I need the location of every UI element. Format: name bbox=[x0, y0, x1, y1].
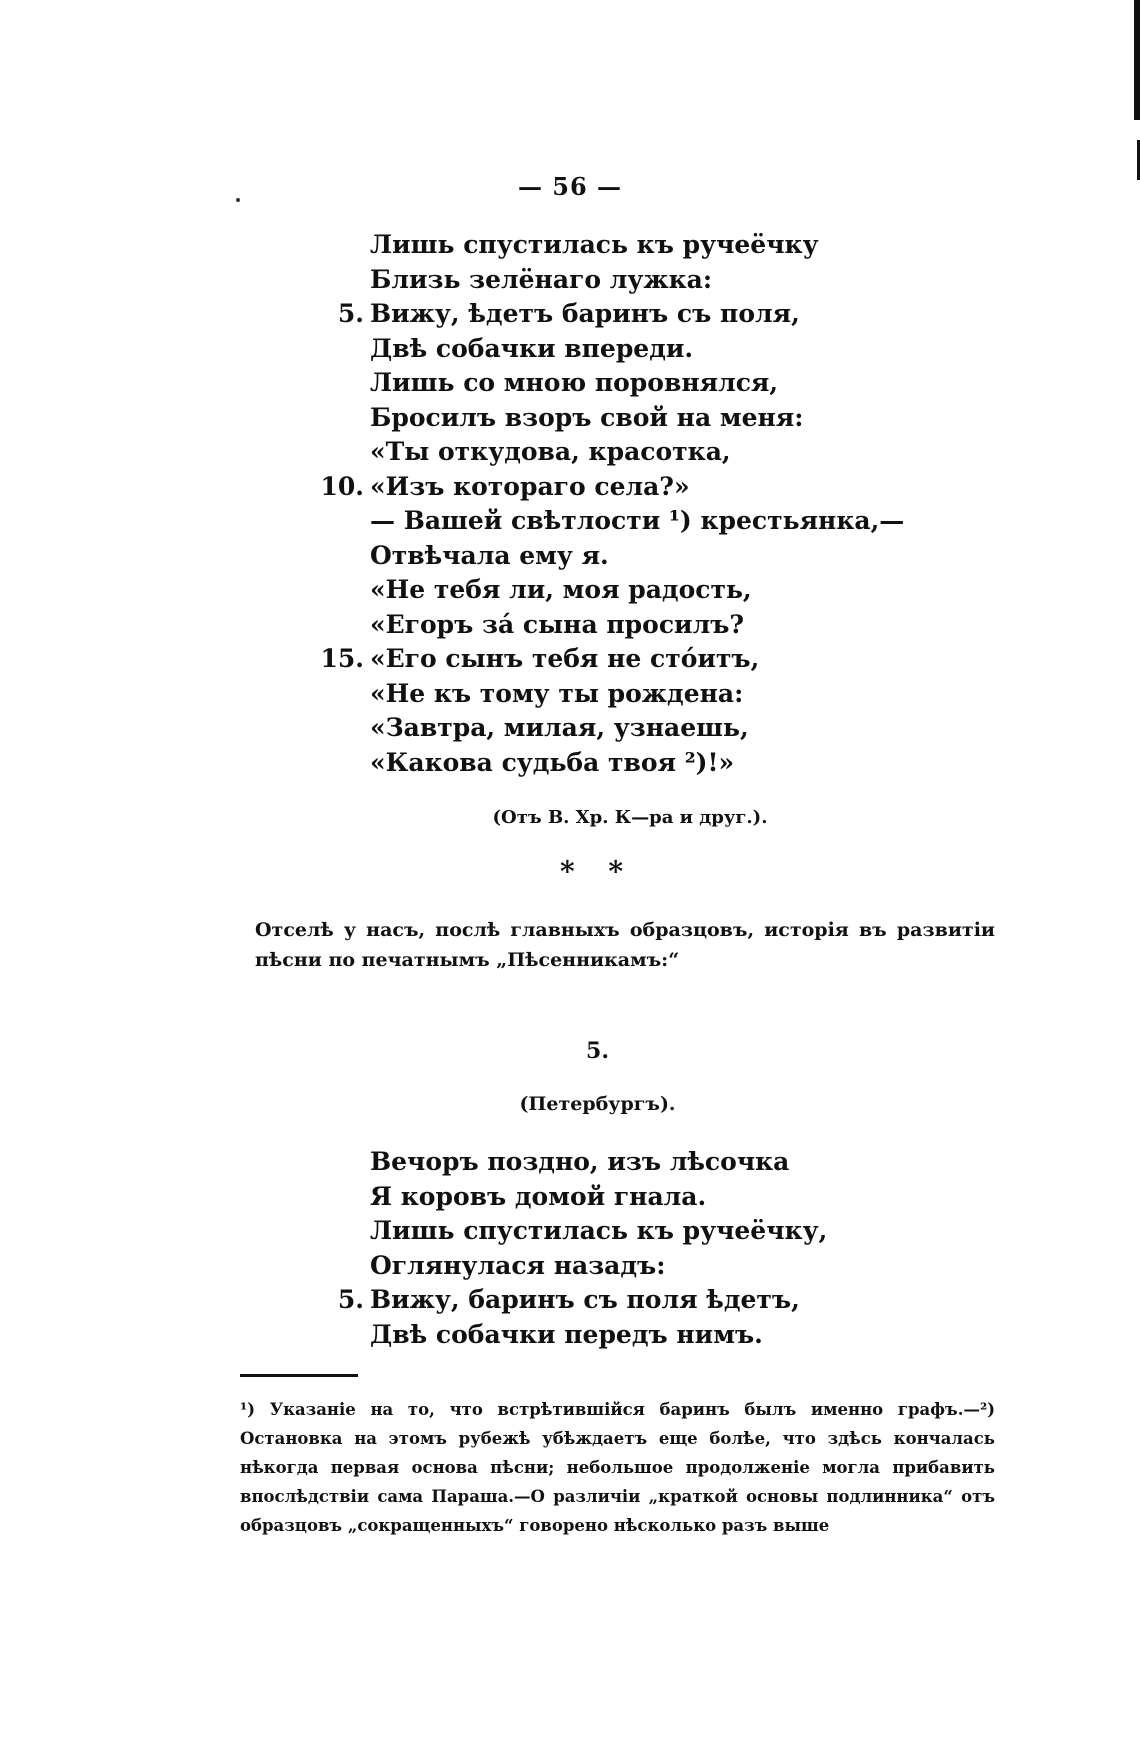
verse-line bbox=[308, 677, 904, 712]
verse-text: «Его сынъ тебя не стóитъ, bbox=[370, 644, 760, 673]
verse-line bbox=[308, 297, 904, 332]
verse-line bbox=[308, 539, 904, 574]
verse-text: Лишь спустилась къ ручеёчку, bbox=[370, 1216, 828, 1245]
verse-text: Близь зелёнаго лужка: bbox=[370, 264, 713, 294]
footnote: ¹) Указаніе на то, что встрѣтившійся баринъ былъ именно графъ.—²) Остановка на этомъ рубежѣ убѣждаетъ еще болѣе, что здѣсь кончалась нѣкогда первая основа пѣсни; небольшое продолженіе могла прибавить впослѣдствіи сама Параша.—О различіи „краткой основы подлинника“ отъ образцовъ „сокращенныхъ“ говорено нѣсколько разъ выше bbox=[240, 1400, 995, 1535]
verse-text: «Какова судьба твоя ²)!» bbox=[370, 747, 735, 777]
verse-line bbox=[308, 711, 904, 746]
poem-two bbox=[308, 1145, 827, 1352]
verse-line bbox=[308, 435, 904, 470]
verse-line bbox=[308, 642, 904, 677]
verse-text: Вечоръ поздно, изъ лѣсочка bbox=[370, 1147, 790, 1176]
verse-text: Бросилъ взоръ свой на меня: bbox=[370, 402, 804, 432]
verse-text: «Изъ котораго села?» bbox=[370, 471, 690, 501]
verse-line bbox=[308, 1249, 827, 1284]
verse-line bbox=[308, 332, 904, 367]
verse-line bbox=[308, 573, 904, 608]
verse-line bbox=[308, 504, 904, 539]
section-place: (Петербургъ). bbox=[519, 1093, 676, 1115]
verse-line bbox=[308, 608, 904, 643]
section-separator: * * bbox=[559, 855, 636, 888]
verse-text: Двѣ собачки впереди. bbox=[370, 333, 694, 363]
footnote-rule bbox=[240, 1374, 358, 1377]
verse-line bbox=[308, 470, 904, 505]
verse-text: Вижу, баринъ съ поля ѣдетъ, bbox=[370, 1285, 800, 1314]
line-number: 10. bbox=[320, 471, 364, 501]
verse-text: Вижу, ѣдетъ баринъ съ поля, bbox=[370, 299, 800, 328]
verse-line bbox=[308, 401, 904, 436]
poem-attribution: (Отъ В. Хр. К—ра и друг.). bbox=[492, 807, 768, 828]
verse-line bbox=[308, 1318, 827, 1353]
verse-line bbox=[308, 1180, 827, 1215]
scan-edge-mark bbox=[1134, 0, 1140, 120]
verse-text: Оглянулася назадъ: bbox=[370, 1250, 666, 1280]
verse-line bbox=[308, 366, 904, 401]
verse-text: Лишь спустилась къ ручеёчку bbox=[370, 230, 819, 259]
line-number: 5. bbox=[337, 299, 364, 328]
verse-line bbox=[308, 1145, 827, 1180]
verse-text: «Не къ тому ты рождена: bbox=[370, 678, 744, 708]
verse-text: Двѣ собачки передъ нимъ. bbox=[370, 1319, 763, 1349]
verse-line bbox=[308, 1283, 827, 1318]
verse-line bbox=[308, 228, 904, 263]
verse-text: Отвѣчала ему я. bbox=[370, 540, 609, 570]
line-number: 15. bbox=[320, 644, 364, 673]
page-number: — 56 — bbox=[517, 172, 623, 201]
verse-line bbox=[308, 1214, 827, 1249]
verse-text: «Не тебя ли, моя радость, bbox=[370, 575, 752, 604]
section-number: 5. bbox=[586, 1038, 609, 1064]
verse-line bbox=[308, 263, 904, 298]
verse-text: Я коровъ домой гнала. bbox=[370, 1181, 707, 1211]
verse-text: Лишь со мною поровнялся, bbox=[370, 368, 779, 397]
line-number: 5. bbox=[337, 1285, 364, 1314]
verse-text: — Вашей свѣтлости ¹) крестьянка,— bbox=[370, 506, 905, 535]
verse-line bbox=[308, 746, 904, 781]
poem-one bbox=[308, 228, 904, 780]
verse-text: «Ты откудова, красотка, bbox=[370, 437, 731, 466]
verse-text: «Завтра, милая, узнаешь, bbox=[370, 713, 749, 742]
verse-text: «Егоръ зá сына просилъ? bbox=[370, 609, 745, 639]
commentary-paragraph: Отселѣ у насъ, послѣ главныхъ образцовъ, исторія въ развитіи пѣсни по печатнымъ „Пѣсенникамъ:“ bbox=[255, 919, 995, 971]
